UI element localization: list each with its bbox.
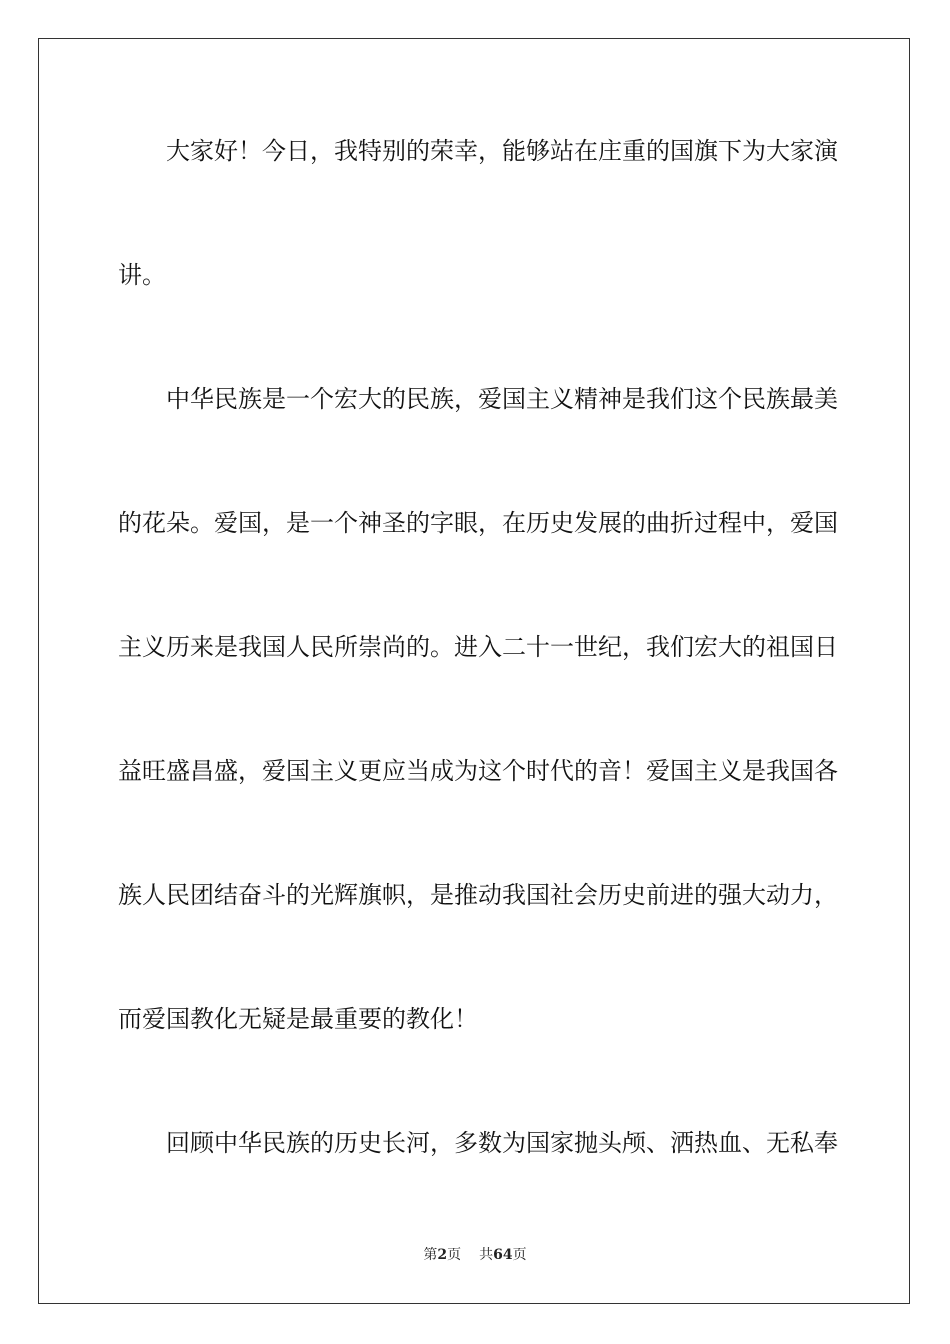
text-line: 族人民团结奋斗的光辉旗帜，是推动我国社会历史前进的强大动力， [118, 881, 838, 909]
text-line: 益旺盛昌盛，爱国主义更应当成为这个时代的音！爱国主义是我国各 [118, 757, 838, 785]
text-line: 大家好！今日，我特别的荣幸，能够站在庄重的国旗下为大家演 [166, 137, 838, 165]
total-prefix: 共 [479, 1247, 494, 1263]
document-body [118, 120, 838, 1236]
text-line: 中华民族是一个宏大的民族，爱国主义精神是我们这个民族最美 [166, 385, 838, 413]
page-suffix: 页 [447, 1247, 462, 1263]
page-number: 2 [437, 1247, 448, 1263]
text-line: 主义历来是我国人民所崇尚的。进入二十一世纪，我们宏大的祖国日 [118, 633, 838, 661]
total-pages: 64 [493, 1247, 513, 1263]
page-footer [0, 1244, 950, 1264]
text-line: 的花朵。爱国，是一个神圣的字眼，在历史发展的曲折过程中，爱国 [118, 509, 838, 537]
total-suffix: 页 [512, 1247, 527, 1263]
text-line: 讲。 [118, 261, 166, 289]
page-prefix: 第 [423, 1247, 438, 1263]
text-line: 回顾中华民族的历史长河，多数为国家抛头颅、洒热血、无私奉 [166, 1129, 838, 1157]
text-line: 而爱国教化无疑是最重要的教化！ [118, 1005, 478, 1033]
